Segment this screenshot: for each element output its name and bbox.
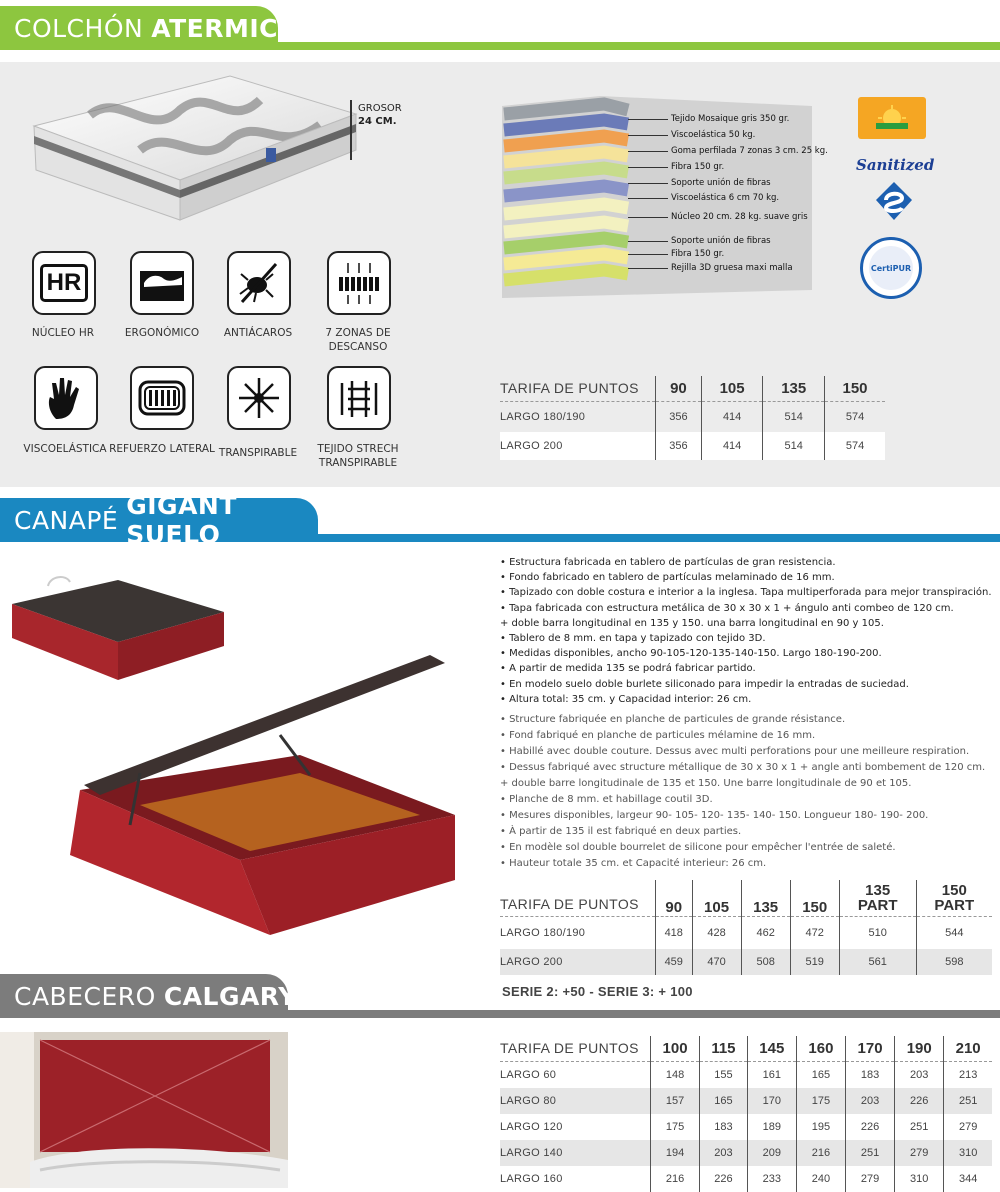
price-cell: 508	[741, 949, 790, 975]
table-header-label: TARIFA DE PUNTOS	[500, 1036, 651, 1061]
title-light: COLCHÓN	[14, 13, 144, 43]
table-row	[500, 401, 885, 432]
section-title-tab	[0, 974, 297, 1018]
layer-leader	[628, 119, 668, 120]
layer-leader	[628, 268, 668, 269]
price-cell: 428	[692, 916, 741, 949]
table-header-label: TARIFA DE PUNTOS	[500, 376, 656, 401]
table-row	[500, 1061, 992, 1088]
layer-leader	[628, 254, 668, 255]
price-cell: 344	[944, 1166, 992, 1192]
feature-bullet: • Tablero de 8 mm. en tapa y tapizado con tejido 3D.	[500, 633, 766, 645]
column-header	[839, 880, 916, 916]
column-header-text: 105	[704, 898, 730, 916]
price-cell: 356	[656, 401, 702, 432]
price-cell: 279	[846, 1166, 895, 1192]
layer-label: Fibra 150 gr.	[671, 162, 725, 172]
feature-bullet: • Mesures disponibles, largeur 90- 105- 120- 135- 140- 150. Longueur 180- 190- 200.	[500, 810, 929, 821]
price-cell: 155	[700, 1061, 748, 1088]
canape-price-table	[500, 880, 992, 975]
column-header	[656, 880, 693, 916]
layer-leader	[628, 198, 668, 199]
grosor-callout	[350, 100, 352, 160]
certipur-text: CertiPUR	[869, 246, 913, 290]
layer-label: Viscoelástica 50 kg.	[671, 130, 756, 140]
canape-open-image	[60, 655, 465, 940]
column-header: 145	[747, 1036, 796, 1061]
price-cell: 161	[747, 1061, 796, 1088]
price-cell: 510	[839, 916, 916, 949]
price-cell: 189	[747, 1114, 796, 1140]
table-row	[500, 916, 992, 949]
price-cell: 170	[747, 1088, 796, 1114]
feature-bullet: • Altura total: 35 cm. y Capacidad interior: 26 cm.	[500, 693, 752, 705]
grosor-text: GROSOR	[358, 103, 402, 114]
row-label: LARGO 140	[500, 1140, 651, 1166]
feature-bullet: • Structure fabriquée en planche de particules de grande résistance.	[500, 714, 846, 725]
layer-leader	[628, 217, 668, 218]
column-header-text: 150	[941, 881, 967, 899]
feature-bullet: • Dessus fabriqué avec structure métallique de 30 x 30 x 1 + angle anti bombement de 120 cm.	[500, 762, 986, 773]
price-cell: 472	[790, 916, 839, 949]
mattress-image	[30, 70, 360, 240]
cabecero-price-table	[500, 1036, 992, 1192]
price-cell: 148	[651, 1061, 700, 1088]
row-label: LARGO 180/190	[500, 410, 586, 423]
feature-bullet: • A partir de medida 135 se podrá fabricar partido.	[500, 663, 756, 675]
anti-mite-icon	[227, 251, 291, 315]
price-cell: 251	[846, 1140, 895, 1166]
layer-label: Soporte unión de fibras	[671, 178, 771, 188]
row-label: LARGO 200	[500, 432, 656, 460]
column-header-text: 135	[753, 898, 779, 916]
price-cell: 233	[747, 1166, 796, 1192]
price-cell: 226	[846, 1114, 895, 1140]
price-cell: 574	[825, 432, 885, 460]
feature-label-stretch: TEJIDO STRECH TRANSPIRABLE	[317, 443, 399, 469]
colchon-price-table	[500, 376, 885, 460]
column-header: 150	[825, 376, 885, 401]
column-header: 160	[796, 1036, 845, 1061]
price-cell: 279	[895, 1140, 944, 1166]
column-header: 170	[846, 1036, 895, 1061]
row-label: LARGO 80	[500, 1088, 651, 1114]
price-cell: 183	[846, 1061, 895, 1088]
feature-bullet: • Fondo fabricado en tablero de partículas melaminado de 16 mm.	[500, 572, 835, 584]
lateral-reinforcement-icon	[130, 366, 194, 430]
title-light: CABECERO	[14, 981, 156, 1011]
price-cell: 598	[916, 949, 992, 975]
layer-label: Viscoelástica 6 cm 70 kg.	[671, 193, 780, 203]
column-header	[692, 880, 741, 916]
price-cell: 213	[944, 1061, 992, 1088]
price-cell: 203	[700, 1140, 748, 1166]
section-rule	[270, 42, 1000, 50]
layer-leader	[628, 151, 668, 152]
price-cell: 310	[895, 1166, 944, 1192]
column-header-text: PART	[857, 896, 898, 914]
breathable-icon	[227, 366, 291, 430]
column-header	[790, 880, 839, 916]
feature-bullet: • Medidas disponibles, ancho 90-105-120-135-140-150. Largo 180-190-200.	[500, 648, 882, 660]
section-title-tab	[0, 6, 278, 50]
layer-leader	[628, 183, 668, 184]
column-header: 135	[763, 376, 825, 401]
price-cell: 544	[916, 916, 992, 949]
price-cell: 251	[944, 1088, 992, 1114]
feature-label-seven-zones: 7 ZONAS DE DESCANSO	[325, 327, 391, 353]
title-bold: CALGARY	[163, 981, 297, 1011]
title-light: CANAPÉ	[14, 505, 119, 535]
column-header-text: 150	[802, 898, 828, 916]
column-header	[741, 880, 790, 916]
price-cell: 175	[796, 1088, 845, 1114]
feature-bullet: • En modèle sol double bourrelet de silicone pour empêcher l'entrée de saleté.	[500, 842, 896, 853]
seven-zones-icon	[327, 251, 391, 315]
table-row	[500, 1088, 992, 1114]
row-label: LARGO 200	[500, 949, 656, 975]
feature-bullet: • À partir de 135 il est fabriqué en deux parties.	[500, 826, 742, 837]
price-cell: 165	[796, 1061, 845, 1088]
section-header-canape	[0, 491, 1000, 549]
price-cell: 195	[796, 1114, 845, 1140]
sanitized-wordmark: Sanitized	[856, 156, 935, 174]
price-cell: 216	[651, 1166, 700, 1192]
canape-features-es	[500, 555, 990, 707]
layer-leader	[628, 167, 668, 168]
row-label: LARGO 120	[500, 1121, 563, 1133]
sanitized-shield-logo	[874, 180, 914, 227]
section-rule	[280, 1010, 1000, 1018]
section-header-cabecero	[0, 974, 1000, 1018]
table-header-label: TARIFA DE PUNTOS	[500, 880, 656, 916]
layer-leader	[628, 241, 668, 242]
price-cell: 279	[944, 1114, 992, 1140]
price-cell: 216	[796, 1140, 845, 1166]
colchon-panel	[0, 62, 1000, 487]
price-cell: 414	[701, 401, 763, 432]
certipur-logo	[860, 237, 922, 299]
row-label: LARGO 60	[500, 1068, 557, 1081]
title-bold: ATERMIC	[151, 13, 279, 43]
layer-label: Soporte unión de fibras	[671, 236, 771, 246]
column-header: 210	[944, 1036, 992, 1061]
feature-label-viscoelastic: VISCOELÁSTICA	[23, 443, 107, 455]
row-label: LARGO 180/190	[500, 926, 586, 939]
price-cell: 175	[651, 1114, 700, 1140]
price-cell: 165	[700, 1088, 748, 1114]
feature-bullet: • Habillé avec double couture. Dessus avec multi perforations pour une meilleure respiration.	[500, 746, 970, 757]
price-cell: 356	[656, 432, 702, 460]
price-cell: 209	[747, 1140, 796, 1166]
price-cell: 470	[692, 949, 741, 975]
table-row	[500, 1114, 992, 1140]
feature-bullet: + double barre longitudinale de 135 et 150. Une barre longitudinale de 90 et 105.	[500, 778, 912, 789]
price-cell: 462	[741, 916, 790, 949]
oeko-tex-logo	[858, 97, 926, 139]
price-cell: 183	[700, 1114, 748, 1140]
feature-label-hr: NÚCLEO HR	[31, 327, 95, 339]
price-cell: 519	[790, 949, 839, 975]
layer-label: Tejido Mosaique gris 350 gr.	[671, 114, 790, 124]
layer-leader	[628, 135, 668, 136]
column-header	[916, 880, 992, 916]
layer-label: Núcleo 20 cm. 28 kg. suave gris	[671, 212, 808, 222]
feature-bullet: + doble barra longitudinal en 135 y 150. una barra longitudinal en 90 y 105.	[500, 617, 884, 629]
price-cell: 194	[651, 1140, 700, 1166]
column-header-text: 90	[665, 898, 683, 916]
price-cell: 240	[796, 1166, 845, 1192]
price-cell: 157	[651, 1088, 700, 1114]
feature-bullet: • Tapizado con doble costura e interior a la inglesa. Tapa multiperforada para mejor transpiración.	[500, 587, 992, 599]
column-header-text: PART	[934, 896, 975, 914]
headboard-image	[0, 1032, 288, 1188]
layer-label: Goma perfilada 7 zonas 3 cm. 25 kg.	[671, 146, 828, 156]
price-cell: 203	[895, 1061, 944, 1088]
layer-label: Rejilla 3D gruesa maxi malla	[671, 263, 793, 273]
feature-label-ergonomic: ERGONÓMICO	[124, 327, 200, 339]
layer-label: Fibra 150 gr.	[671, 249, 725, 259]
row-label: LARGO 160	[500, 1173, 563, 1185]
canape-features-fr	[500, 712, 990, 872]
price-cell: 251	[895, 1114, 944, 1140]
price-cell: 310	[944, 1140, 992, 1166]
feature-bullet: • Tapa fabricada con estructura metálica de 30 x 30 x 1 + ángulo anti combeo de 120 cm.	[500, 602, 954, 614]
feature-bullet: • En modelo suelo doble burlete siliconado para impedir la entradas de suciedad.	[500, 678, 909, 690]
price-cell: 459	[656, 949, 693, 975]
price-cell: 414	[701, 432, 763, 460]
hand-icon	[34, 366, 98, 430]
price-cell: 203	[846, 1088, 895, 1114]
section-title-tab	[0, 491, 318, 549]
feature-label-breathable: TRANSPIRABLE	[218, 447, 298, 459]
feature-bullet: • Planche de 8 mm. et habillage coutil 3D.	[500, 794, 713, 805]
title-bold: GIGANT SUELO	[126, 491, 237, 549]
grosor-label	[358, 102, 402, 128]
column-header: 100	[651, 1036, 700, 1061]
table-row	[500, 1140, 992, 1166]
feature-label-lateral: REFUERZO LATERAL	[109, 443, 215, 455]
feature-label-anti-mite: ANTIÁCAROS	[223, 327, 293, 339]
price-cell: 514	[763, 432, 825, 460]
table-row	[500, 1166, 992, 1192]
column-header: 115	[700, 1036, 748, 1061]
column-header: 90	[656, 376, 702, 401]
stretch-fabric-icon	[327, 366, 391, 430]
serie-note: SERIE 2: +50 - SERIE 3: + 100	[502, 984, 693, 999]
column-header: 105	[701, 376, 763, 401]
ergonomic-icon	[130, 251, 194, 315]
column-header-text: 135	[865, 881, 891, 899]
feature-bullet: • Estructura fabricada en tablero de partículas de gran resistencia.	[500, 557, 836, 568]
price-cell: 418	[656, 916, 693, 949]
price-cell: 514	[763, 401, 825, 432]
table-row	[500, 949, 992, 975]
price-cell: 226	[895, 1088, 944, 1114]
feature-bullet: • Fond fabriqué en planche de particules mélamine de 16 mm.	[500, 730, 816, 741]
table-row	[500, 432, 885, 460]
price-cell: 574	[825, 401, 885, 432]
column-header: 190	[895, 1036, 944, 1061]
price-cell: 561	[839, 949, 916, 975]
hr-icon: HR	[32, 251, 96, 315]
grosor-value: 24 CM.	[358, 116, 397, 127]
price-cell: 226	[700, 1166, 748, 1192]
feature-bullet: • Hauteur totale 35 cm. et Capacité interieur: 26 cm.	[500, 858, 767, 869]
section-header-colchon	[0, 6, 1000, 50]
section-rule	[310, 534, 1000, 542]
